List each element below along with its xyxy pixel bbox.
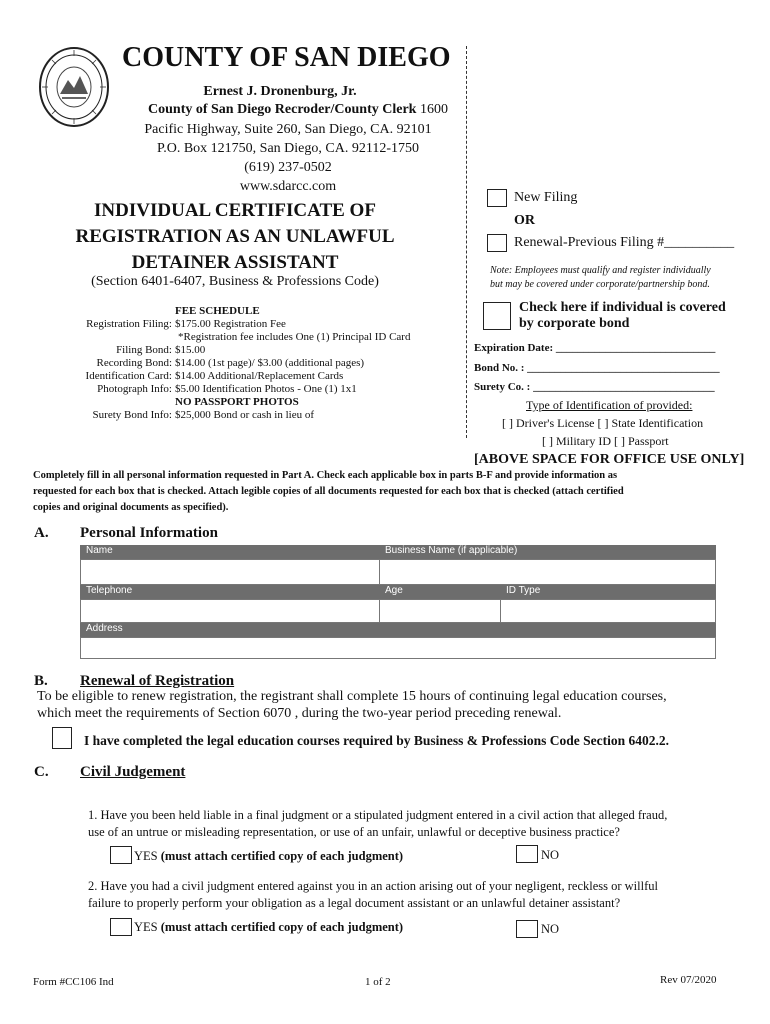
office-suite-number: 1600 <box>419 102 448 117</box>
corporate-bond-label-2: by corporate bond <box>519 316 630 331</box>
renewal-text-2: which meet the requirements of Section 6070 , during the two-year period preceding renewal. <box>37 706 562 721</box>
age-input[interactable] <box>379 599 501 623</box>
q1-yes-checkbox[interactable] <box>110 846 132 864</box>
corporate-bond-checkbox[interactable] <box>483 302 511 330</box>
new-filing-checkbox[interactable] <box>487 189 507 207</box>
name-input[interactable] <box>80 559 380 585</box>
business-name-label: Business Name (if applicable) <box>385 545 518 556</box>
fee-label: Recording Bond: <box>96 357 172 369</box>
fee-schedule-heading: FEE SCHEDULE <box>175 305 260 317</box>
office-divider <box>466 46 467 438</box>
employee-note-2: but may be covered under corporate/partnership bond. <box>490 279 710 290</box>
section-a-letter: A. <box>34 525 49 541</box>
address-line-2: P.O. Box 121750, San Diego, CA. 92112-1750 <box>157 141 419 156</box>
instructions-line-1: Completely fill in all personal information requested in Part A. Check each applicable box in parts B-F and provide information as <box>33 470 618 481</box>
q1-no-label: NO <box>541 848 560 862</box>
form-title-line-2: REGISTRATION AS AN UNLAWFUL <box>75 226 395 247</box>
fee-value: *Registration fee includes One (1) Principal ID Card <box>178 331 411 343</box>
section-b-title: Renewal of Registration <box>80 673 235 689</box>
telephone-label: Telephone <box>86 585 133 596</box>
age-label: Age <box>385 585 403 596</box>
office-line <box>133 102 463 118</box>
expiration-date-field[interactable]: Expiration Date: _____________________________ <box>474 342 716 354</box>
instructions-line-2: requested for each box that is checked. Attach legible copies of all documents requested for each box that is checked (attach certified <box>33 486 624 497</box>
id-type-input[interactable] <box>500 599 716 623</box>
q2-yes-label <box>134 920 403 935</box>
name-label: Name <box>86 545 113 556</box>
official-name: Ernest J. Dronenburg, Jr. <box>203 84 357 99</box>
fee-label: Identification Card: <box>85 370 172 382</box>
form-title-line-3: DETAINER ASSISTANT <box>131 252 339 273</box>
q2-no-label: NO <box>541 922 560 936</box>
office-use-label: [ABOVE SPACE FOR OFFICE USE ONLY] <box>474 452 745 467</box>
renewal-checkbox[interactable] <box>487 234 507 252</box>
id-type-label: ID Type <box>506 585 541 596</box>
phone-number: (619) 237-0502 <box>244 160 332 175</box>
instructions-line-3: copies and original documents as specified). <box>33 502 229 513</box>
fee-label: Registration Filing: <box>86 318 172 330</box>
address-label: Address <box>86 623 123 634</box>
fee-value: $25,000 Bond or cash in lieu of <box>175 409 315 421</box>
address-line-1: Pacific Highway, Suite 260, San Diego, CA. 92101 <box>144 122 432 137</box>
id-type-options-2[interactable]: [ ] Military ID [ ] Passport <box>542 434 669 448</box>
section-b-letter: B. <box>34 673 48 689</box>
fee-value: $14.00 Additional/Replacement Cards <box>175 370 344 382</box>
fee-value: $15.00 <box>175 344 206 356</box>
id-type-heading: Type of Identification of provided: <box>526 398 693 412</box>
q2-no-checkbox[interactable] <box>516 920 538 938</box>
revision-date: Rev 07/2020 <box>660 974 717 986</box>
q2-yes-checkbox[interactable] <box>110 918 132 936</box>
fee-value: $175.00 Registration Fee <box>175 318 286 330</box>
or-label: OR <box>514 213 535 228</box>
county-seal <box>38 46 110 128</box>
surety-company-field[interactable]: Surety Co. : _________________________________ <box>474 381 715 393</box>
corporate-bond-label-1: Check here if individual is covered <box>519 300 726 315</box>
q1-no-checkbox[interactable] <box>516 845 538 863</box>
telephone-input[interactable] <box>80 599 380 623</box>
form-title-line-1: INDIVIDUAL CERTIFICATE OF <box>94 200 376 221</box>
renewal-label: Renewal-Previous Filing #__________ <box>514 235 735 250</box>
education-completed-label: I have completed the legal education courses required by Business & Professions Code Section 6402.2. <box>84 733 670 748</box>
yes-note: (must attach certified copy of each judgment) <box>160 920 404 934</box>
q1-yes-label <box>134 849 403 864</box>
form-number: Form #CC106 Ind <box>33 976 114 988</box>
fee-label: Surety Bond Info: <box>92 409 172 421</box>
employee-note-1: Note: Employees must qualify and register individually <box>490 265 711 276</box>
fee-value: NO PASSPORT PHOTOS <box>175 396 299 408</box>
business-name-input[interactable] <box>379 559 716 585</box>
fee-label: Photograph Info: <box>97 383 172 395</box>
fee-label: Filing Bond: <box>116 344 172 356</box>
yes-text: YES <box>134 920 158 934</box>
yes-note: (must attach certified copy of each judgment) <box>160 849 404 863</box>
id-type-options-1[interactable]: [ ] Driver's License [ ] State Identification <box>502 416 704 430</box>
county-title: COUNTY OF SAN DIEGO <box>122 42 451 73</box>
new-filing-label: New Filing <box>514 190 578 205</box>
question-1-line-1: 1. Have you been held liable in a final judgment or a stipulated judgment entered in a civil action that alleged fraud, <box>88 808 668 822</box>
office-name: County of San Diego Recroder/County Clerk <box>148 102 417 117</box>
renewal-text-1: To be eligible to renew registration, the registrant shall complete 15 hours of continuing legal education courses, <box>37 689 667 704</box>
code-section: (Section 6401-6407, Business & Professions Code) <box>91 274 379 289</box>
yes-text: YES <box>134 849 158 863</box>
question-1-line-2: use of an untrue or misleading representation, or use of an unfair, unlawful or deceptive business practice? <box>88 825 620 839</box>
fee-value: $14.00 (1st page)/ $3.00 (additional pages) <box>175 357 365 369</box>
bond-number-field[interactable]: Bond No. : ___________________________________ <box>474 362 720 374</box>
grid-header-row <box>80 623 716 637</box>
fee-value: $5.00 Identification Photos - One (1) 1x1 <box>175 383 357 395</box>
section-a-title: Personal Information <box>80 525 218 541</box>
page-number: 1 of 2 <box>365 976 391 988</box>
section-c-letter: C. <box>34 764 49 780</box>
section-c-title: Civil Judgement <box>80 764 186 780</box>
question-2-line-1: 2. Have you had a civil judgment entered against you in an action arising out of your negligent, reckless or willful <box>88 879 658 893</box>
education-completed-checkbox[interactable] <box>52 727 72 749</box>
question-2-line-2: failure to properly perform your obligation as a legal document assistant or an unlawful detainer assistant? <box>88 896 621 910</box>
address-input[interactable] <box>80 637 716 659</box>
website: www.sdarcc.com <box>239 179 337 194</box>
